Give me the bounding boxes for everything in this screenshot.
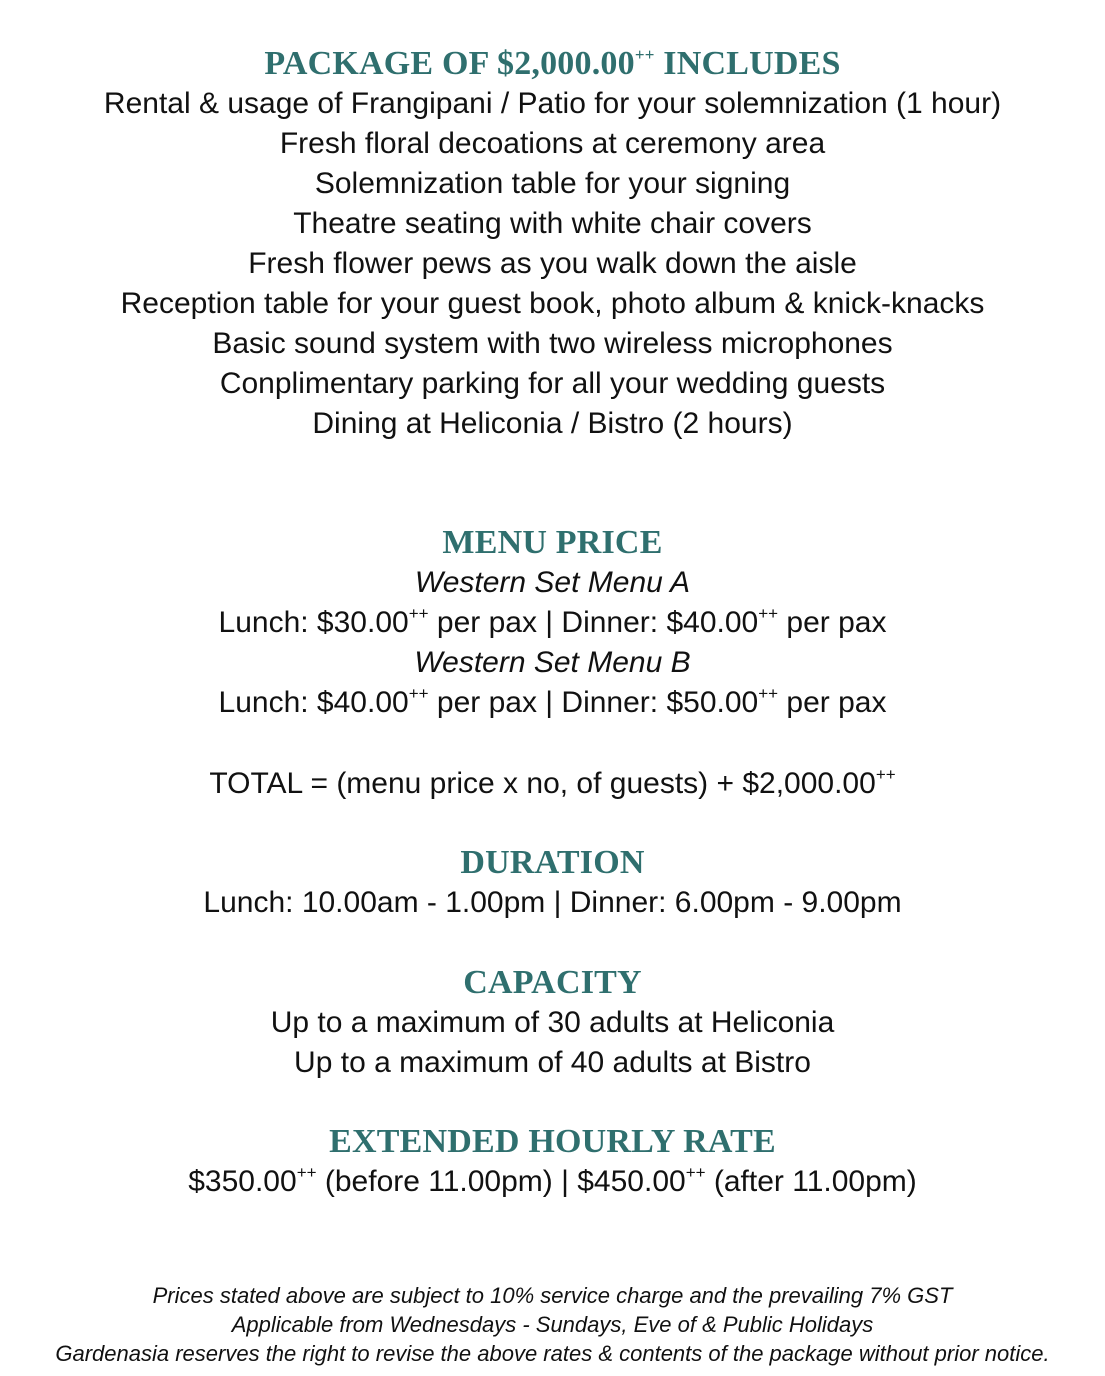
- menu-a-name: Western Set Menu A: [414, 566, 691, 599]
- package-item: Reception table for your guest book, photo album & knick-knacks: [120, 287, 985, 320]
- package-item: Basic sound system with two wireless microphones: [212, 327, 893, 360]
- extended-rate-heading: EXTENDED HOURLY RATE: [329, 1123, 776, 1160]
- package-item: Fresh floral decoations at ceremony area: [279, 127, 826, 160]
- package-heading: PACKAGE OF $2,000.00++ INCLUDES: [264, 44, 841, 82]
- menu-b-prices: Lunch: $40.00++ per pax | Dinner: $50.00++ per pax: [218, 684, 887, 719]
- package-section: [0, 44, 1105, 444]
- footnote: Gardenasia reserves the right to revise the above rates & contents of the package without prior notice.: [55, 1341, 1050, 1366]
- menu-price-heading: MENU PRICE: [442, 524, 663, 561]
- menu-a-prices: Lunch: $30.00++ per pax | Dinner: $40.00++ per pax: [218, 604, 887, 639]
- duration-text: Lunch: 10.00am - 1.00pm | Dinner: 6.00pm - 9.00pm: [203, 886, 902, 919]
- total-formula: TOTAL = (menu price x no, of guests) + $2,000.00++: [209, 765, 896, 800]
- capacity-heading: CAPACITY: [463, 964, 642, 1001]
- duration-heading: DURATION: [460, 844, 645, 881]
- extended-rate-section: [0, 1122, 1105, 1202]
- menu-price-section: [0, 523, 1105, 723]
- footnote: Applicable from Wednesdays - Sundays, Eve of & Public Holidays: [231, 1312, 874, 1337]
- menu-b-name: Western Set Menu B: [414, 646, 691, 679]
- capacity-line: Up to a maximum of 40 adults at Bistro: [294, 1046, 811, 1079]
- package-item: Fresh flower pews as you walk down the aisle: [248, 247, 857, 280]
- package-item: Theatre seating with white chair covers: [293, 207, 812, 240]
- package-item: Conplimentary parking for all your wedding guests: [219, 367, 886, 400]
- capacity-line: Up to a maximum of 30 adults at Heliconia: [270, 1006, 835, 1039]
- package-item: Solemnization table for your signing: [314, 167, 791, 200]
- footnotes: [0, 1281, 1105, 1368]
- total-section: [0, 764, 1105, 804]
- extended-rate-text: $350.00++ (before 11.00pm) | $450.00++ (after 11.00pm): [188, 1163, 917, 1198]
- footnote: Prices stated above are subject to 10% service charge and the prevailing 7% GST: [152, 1283, 953, 1308]
- duration-section: [0, 843, 1105, 923]
- package-item: Rental & usage of Frangipani / Patio for your solemnization (1 hour): [103, 87, 1002, 120]
- capacity-section: [0, 963, 1105, 1083]
- package-item: Dining at Heliconia / Bistro (2 hours): [312, 407, 793, 440]
